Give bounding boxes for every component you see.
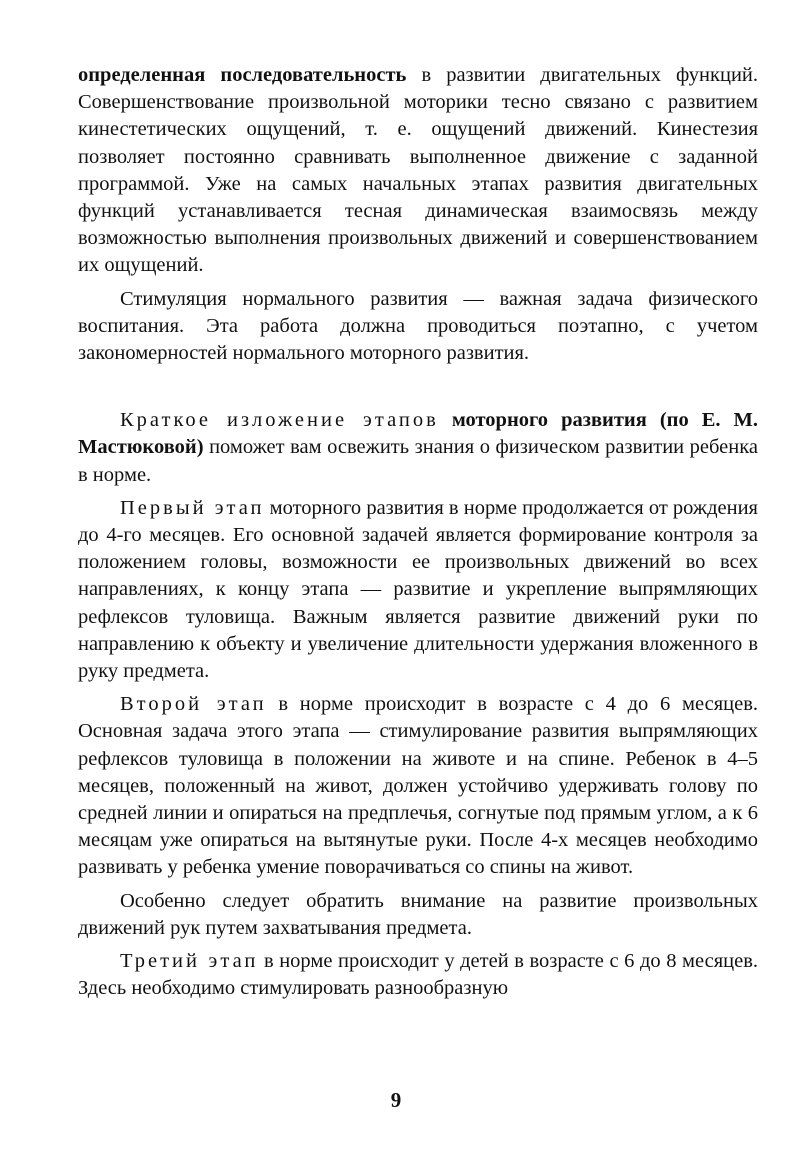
- paragraph-4: [78, 495, 758, 685]
- paragraph-5: [78, 691, 758, 881]
- stage-label: Третий этап: [120, 950, 259, 973]
- paragraph-text: в норме происходит в возрасте с 4 до 6 месяцев. Основная задача этого этапа — стимулирование развития выпрямляющих рефлексов туловища в положении на животе и на спине. Ребенок в 4–5 месяцев, положенный на живот, должен устойчиво удерживать голову по средней линии и опираться на предплечья, согнутые под прямым углом, а к 6 месяцам уже опираться на вытянутые руки. После 4-х месяцев необходимо развивать у ребенка умение поворачиваться со спины на живот.: [78, 693, 759, 879]
- paragraph-6: Особенно следует обратить внимание на развитие произвольных движений рук путем захватывания предмета.: [78, 889, 758, 939]
- paragraph-1: [78, 62, 758, 280]
- paragraph-text: в развитии двигательных функций. Совершенствование произвольной моторики тесно связано с развитием кинестетических ощущений, т. е. ощущений движений. Кинестезия позволяет постоянно сравнивать выполненное движение с заданной программой. Уже на самых начальных этапах развития двигательных функций устанавливается тесная динамическая взаимосвязь между возможностью выполнения произвольных движений и совершенствованием их ощущений.: [78, 64, 759, 277]
- spaced-text: Краткое изложение этапов: [120, 409, 439, 432]
- paragraph-text: моторного развития в норме продолжается от рождения до 4-го месяцев. Его основной задачей является формирование контроля за положением головы, возможности ее произвольных движений во всех направлениях, к концу этапа — развитие и укрепление выпрямляющих рефлексов туловища. Важным является развитие движений руки по направлению к объекту и увеличение длительности удержания вложенного в руку предмета.: [78, 496, 758, 683]
- paragraph-7: [78, 948, 758, 1002]
- paragraph-3: [78, 407, 758, 489]
- paragraph-text: в норме происходит у детей в возрасте с 6 до 8 месяцев. Здесь необходимо стимулировать разнообразную: [78, 950, 758, 1000]
- stage-label: Второй этап: [120, 693, 267, 716]
- stage-label: Первый этап: [120, 496, 265, 519]
- bold-term: определенная последовательность: [78, 64, 407, 86]
- page-body: [78, 62, 758, 1003]
- bold-term: моторного развития (по Е. М. Мастюковой): [78, 409, 759, 459]
- page-number: 9: [390, 1088, 402, 1112]
- paragraph-text: поможет вам освежить знания о физическом развитии ребенка в норме.: [78, 436, 758, 486]
- paragraph-2: Стимуляция нормального развития — важная задача физического воспитания. Эта работа должна проводиться поэтапно, с учетом закономерностей нормального моторного развития.: [78, 287, 758, 365]
